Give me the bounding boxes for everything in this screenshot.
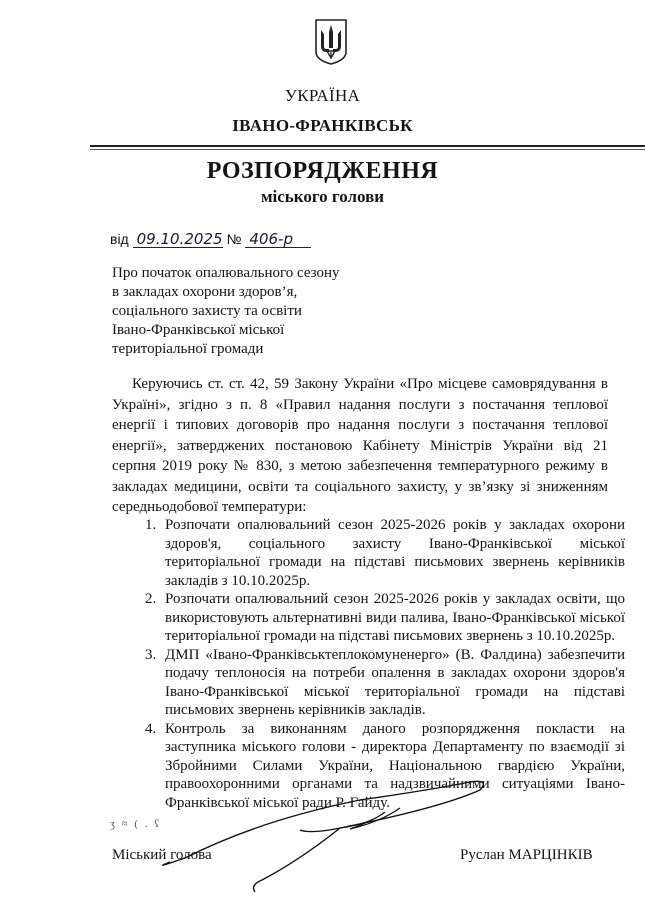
country-heading: УКРАЇНА: [284, 86, 361, 105]
document-subject: [112, 264, 340, 359]
order-item: [145, 590, 625, 646]
order-number: 3.: [145, 646, 157, 663]
document-title: РОЗПОРЯДЖЕННЯ: [206, 158, 439, 184]
order-item: [145, 720, 625, 813]
header-divider: [90, 145, 645, 147]
subject-line: соціального захисту та освіти: [112, 303, 302, 319]
signatory-position: Міський голова: [112, 847, 212, 863]
order-text: Розпочати опалювальний сезон 2025-2026 років у закладах освіти, що використовують альтернативні види палива, Івано-Франківської міської територіальної громади на підставі письмових звернень з 10.10.2025р.: [165, 591, 625, 644]
order-text: Розпочати опалювальний сезон 2025-2026 років у закладах охорони здоров'я, соціального захисту Івано-Франківської міської територіальної громади на підставі письмових звернень керівників закладів з 10.10.2025р.: [165, 517, 625, 589]
subject-line: Про початок опалювального сезону: [112, 265, 340, 281]
header-divider-thin: [90, 149, 645, 150]
document-number: 406-р: [245, 231, 311, 248]
order-text: ДМП «Івано-Франківськтеплокомуненерго» (В. Фалдина) забезпечити подачу теплоносія на потреби опалення в закладах охорони здоров'я Івано-Франківської міської територіальної громади на підставі письмових звернень керівників закладів.: [165, 646, 625, 718]
order-number: 1.: [145, 517, 157, 533]
subject-line: в закладах охорони здоров’я,: [112, 284, 298, 300]
orders-list: [145, 516, 625, 812]
date-prefix: від: [110, 231, 129, 247]
subject-line: територіальної громади: [112, 341, 264, 357]
order-item: [145, 646, 625, 720]
order-number: 4.: [145, 720, 157, 737]
trident-coat-of-arms-icon: [314, 18, 348, 66]
preamble-paragraph: Керуючись ст. ст. 42, 59 Закону України «Про місцеве самоврядування в Україні», згідно з п. 8 «Правил надання послуги з постачання теплової енергії і типових договорів про надання послуги з постачання теплової енергії», затверджених постановою Кабінету Міністрів України від 21 серпня 2019 року № 830, з метою забезпечення температурного режиму в закладах медицини, освіти та соціального захисту, у зв’язку зі зниженням середньодобової температури:: [112, 376, 608, 515]
subject-line: Івано-Франківської міської: [112, 322, 285, 338]
number-prefix: №: [226, 231, 242, 247]
order-item: [145, 516, 625, 590]
city-heading: ІВАНО-ФРАНКІВСЬК: [232, 116, 413, 135]
registration-line: [110, 231, 311, 248]
order-text: Контроль за виконанням даного розпорядження покласти на заступника міського голови - директора Департаменту по взаємодії зі Збройними Силами України, Національною гвардією України, правоохоронними органами та надзвичайними ситуаціями Івано-Франківської міської ради Р. Гайду.: [165, 720, 625, 811]
document-issuer: міського голови: [260, 187, 385, 206]
document-date: 09.10.2025: [133, 231, 223, 248]
margin-mark: ʒ ≈ ( . ʕ: [110, 818, 162, 830]
signatory-name: Руслан МАРЦІНКІВ: [460, 847, 593, 863]
order-number: 2.: [145, 591, 157, 607]
